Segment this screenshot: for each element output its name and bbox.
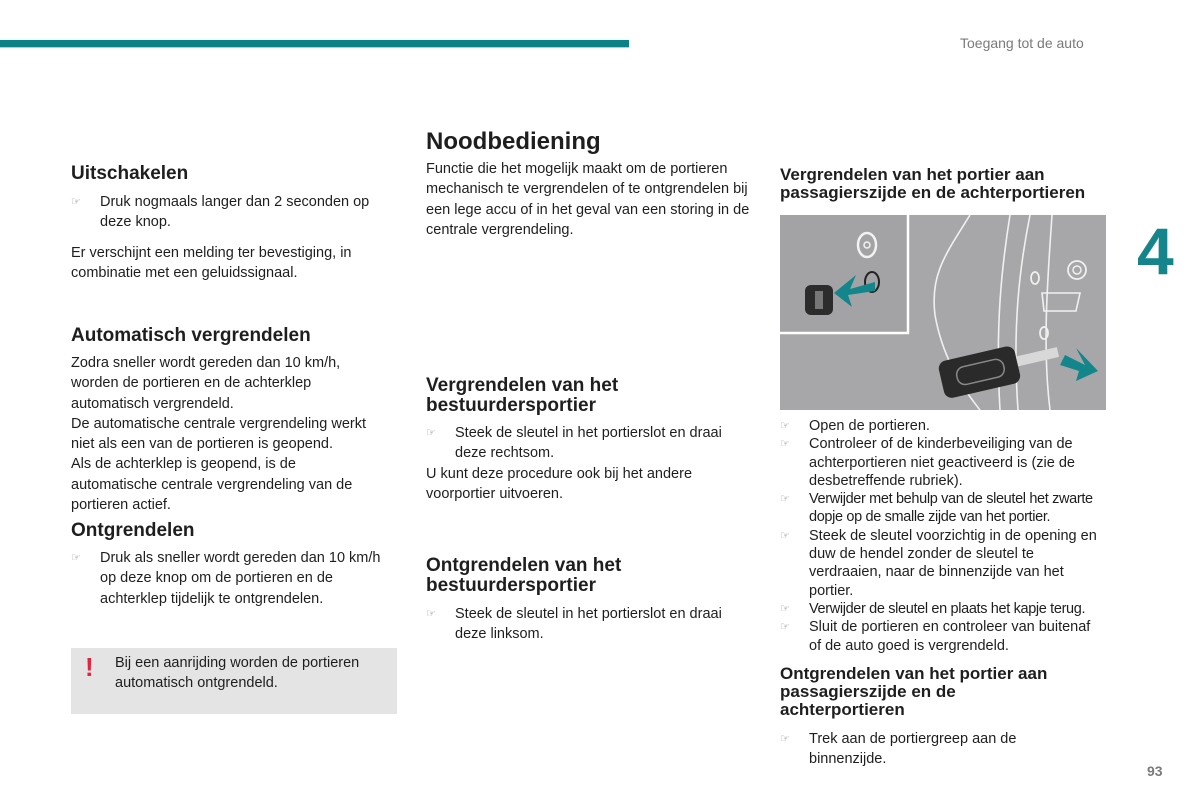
section-title: Noodbediening bbox=[426, 128, 601, 155]
pointing-hand-icon: ☞ bbox=[780, 438, 790, 451]
illustration-graphic bbox=[780, 215, 1106, 410]
pointing-hand-icon: ☞ bbox=[71, 196, 81, 208]
paragraph: Als de achterklep is geopend, is de automatische centrale vergrendeling van de portieren actief. bbox=[71, 456, 353, 514]
paragraph: Functie die het mogelijk maakt om de portieren mechanisch te vergrendelen of te ontgrendelen bij een lege accu of in het geval van een storing in de centrale vergrendeling. bbox=[426, 161, 750, 238]
bullet-list bbox=[426, 423, 756, 464]
list-item: ☞ Steek de sleutel in het portierslot en draai deze linksom. bbox=[426, 606, 722, 643]
bullet-list bbox=[780, 417, 1100, 655]
list-item: ☞ Controleer of de kinderbeveiliging van de achterportieren niet geactiveerd is (zie de desbetreffende rubriek). bbox=[780, 436, 1075, 489]
section-vergrendelen-passagier bbox=[780, 166, 1120, 202]
section-title: Ontgrendelen van het portier aan passagierszijde en de achterportieren bbox=[780, 664, 1048, 719]
page-number: 93 bbox=[1147, 763, 1163, 779]
list-item: ☞ Verwijder met behulp van de sleutel het zwarte dopje op de smalle zijde van het portier. bbox=[780, 491, 1093, 526]
header-accent-bar bbox=[0, 40, 629, 47]
section-uitschakelen bbox=[71, 164, 401, 283]
passenger-lock-steps bbox=[780, 417, 1100, 655]
section-ontgrendelen bbox=[71, 521, 396, 609]
section-title: Uitschakelen bbox=[71, 163, 189, 184]
paragraph: Zodra sneller wordt gereden dan 10 km/h, worden de portieren en de achterklep automatisch vergrendeld. bbox=[71, 355, 341, 412]
list-item: ☞ Steek de sleutel in het portierslot en draai deze rechtsom. bbox=[426, 425, 722, 462]
section-ontgrendelen-bestuurdersportier bbox=[426, 556, 756, 645]
section-automatisch-vergrendelen bbox=[71, 326, 381, 515]
running-head: Toegang tot de auto bbox=[960, 35, 1084, 51]
pointing-hand-icon: ☞ bbox=[780, 602, 790, 615]
chapter-number: 4 bbox=[1137, 214, 1174, 288]
pointing-hand-icon: ☞ bbox=[780, 420, 790, 432]
section-noodbediening bbox=[426, 128, 756, 240]
section-title: Ontgrendelen bbox=[71, 520, 195, 541]
paragraph: U kunt deze procedure ook bij het andere voorportier uitvoeren. bbox=[426, 465, 693, 502]
section-ontgrendelen-passagier bbox=[780, 665, 1080, 770]
pointing-hand-icon: ☞ bbox=[780, 621, 790, 634]
exclamation-icon: ! bbox=[85, 652, 94, 682]
warning-text: Bij een aanrijding worden de portieren automatisch ontgrendeld. bbox=[115, 655, 360, 692]
section-title: Automatisch vergrendelen bbox=[71, 325, 311, 346]
pointing-hand-icon: ☞ bbox=[426, 608, 436, 620]
pointing-hand-icon: ☞ bbox=[780, 529, 790, 542]
section-title: Ontgrendelen van het bestuurdersportier bbox=[426, 555, 622, 596]
section-vergrendelen-bestuurdersportier bbox=[426, 376, 756, 504]
pointing-hand-icon: ☞ bbox=[780, 493, 790, 506]
pointing-hand-icon: ☞ bbox=[71, 552, 81, 564]
pointing-hand-icon: ☞ bbox=[426, 427, 436, 439]
paragraph: De automatische centrale vergrendeling werkt niet als een van de portieren is geopend. bbox=[71, 415, 366, 453]
list-item: ☞ Trek aan de portiergreep aan de binnenzijde. bbox=[780, 731, 1017, 768]
section-title: Vergrendelen van het portier aan passagierszijde en de achterportieren bbox=[780, 165, 1086, 202]
list-item: ☞ Druk als sneller wordt gereden dan 10 km/h op deze knop om de portieren en de achterklep tijdelijk te ontgrendelen. bbox=[71, 550, 381, 607]
list-item: ☞ Verwijder de sleutel en plaats het kapje terug. bbox=[780, 600, 1086, 617]
pointing-hand-icon: ☞ bbox=[780, 733, 790, 745]
bullet-list bbox=[71, 548, 396, 609]
bullet-list bbox=[71, 192, 401, 233]
bullet-list bbox=[780, 729, 1080, 770]
list-item: ☞ Open de portieren. bbox=[780, 418, 930, 434]
list-item: ☞ Steek de sleutel voorzichtig in de opening en duw de hendel zonder de sleutel te verdraaien, naar de binnenzijde van het portier. bbox=[780, 527, 1097, 599]
section-title: Vergrendelen van het bestuurdersportier bbox=[426, 375, 619, 416]
list-item: ☞ Sluit de portieren en controleer van buitenaf of de auto goed is vergrendeld. bbox=[780, 619, 1091, 654]
list-item: ☞ Druk nogmaals langer dan 2 seconden op deze knop. bbox=[71, 194, 370, 231]
warning-note bbox=[71, 648, 397, 714]
door-lock-illustration bbox=[780, 215, 1106, 410]
bullet-list bbox=[426, 604, 756, 645]
paragraph: Er verschijnt een melding ter bevestiging, in combinatie met een geluidssignaal. bbox=[71, 244, 352, 281]
header-accent-line bbox=[0, 47, 629, 48]
